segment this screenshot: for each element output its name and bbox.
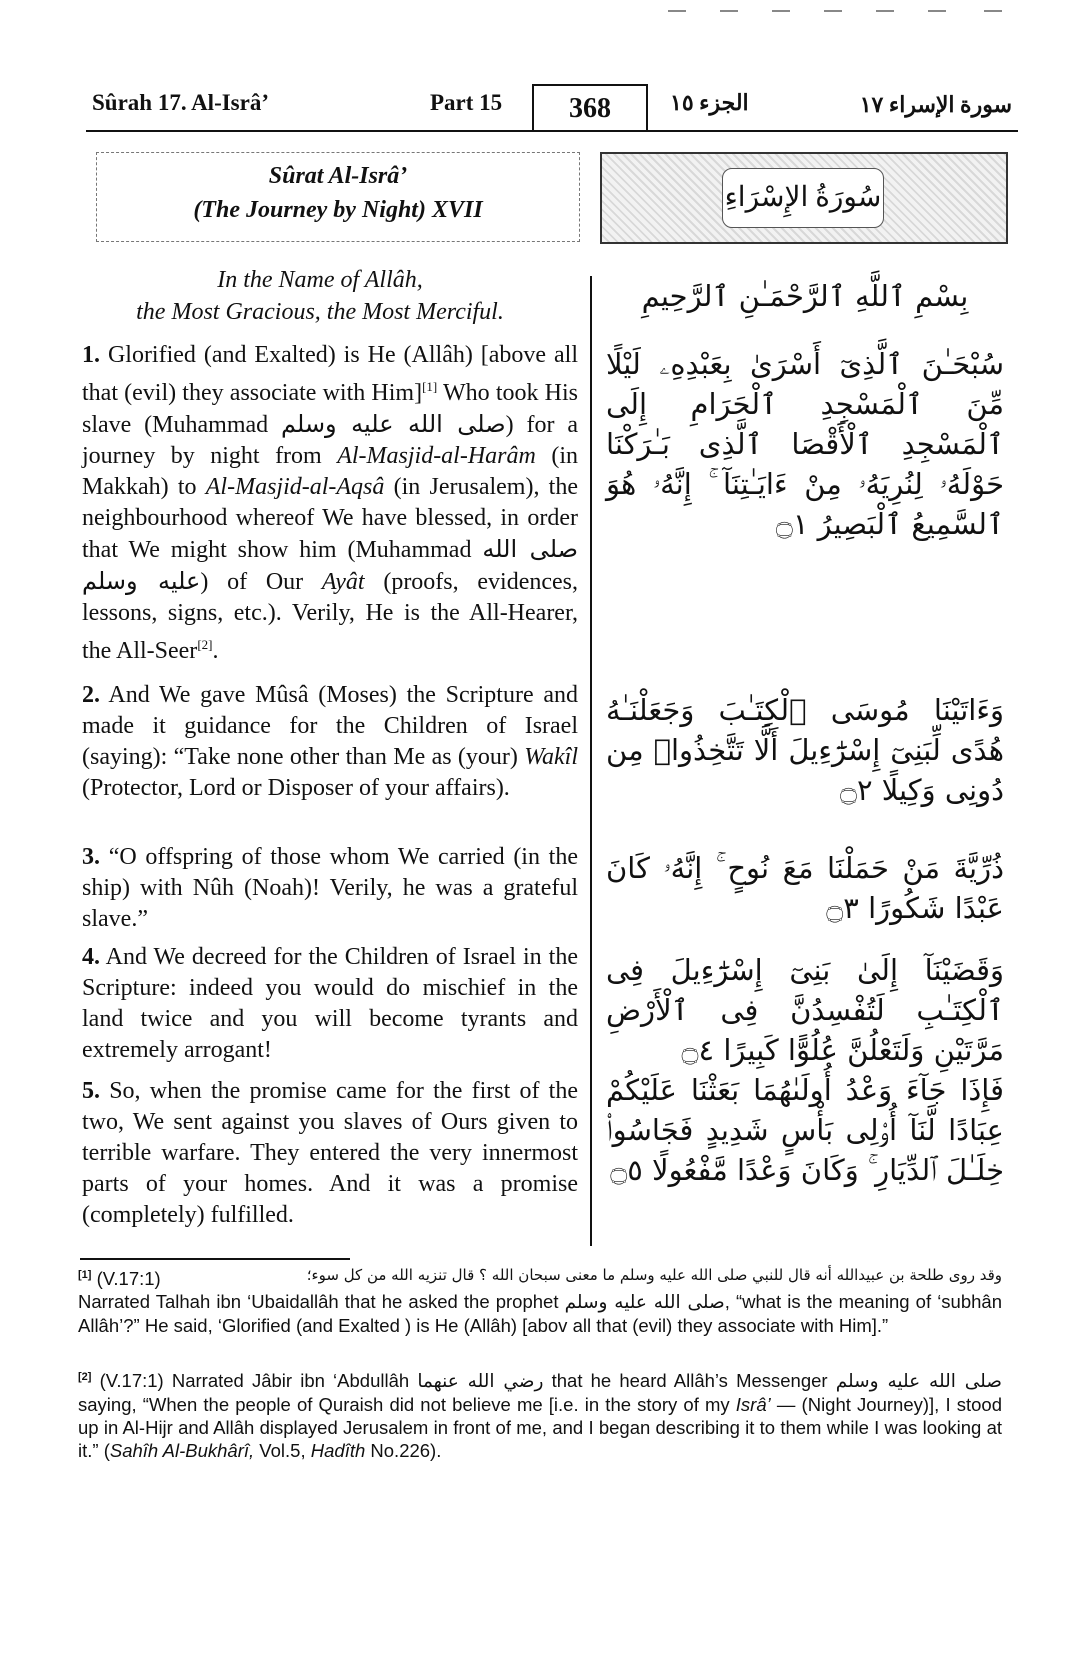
salutation-ar: صلى الله عليه وسلم	[281, 410, 506, 438]
place-name: Al-Masjid-al-Harâm	[337, 443, 536, 469]
verse-text: ) for a journey by night from	[82, 412, 579, 469]
scan-mark	[668, 10, 686, 12]
verse-text: Who took His slave (Muhammad	[82, 380, 579, 438]
scan-mark	[876, 10, 894, 12]
scan-mark	[928, 10, 946, 12]
term: Isrâ’	[735, 1394, 771, 1416]
surah-subtitle: (The Journey by Night) XVII	[193, 197, 483, 223]
verse-text: ) of Our	[200, 569, 322, 595]
juz-label-ar: الجزء ١٥	[670, 90, 749, 115]
scan-mark	[720, 10, 738, 12]
header-rule	[86, 130, 1018, 132]
verse-text: And We decreed for the Children of Israel in the Scripture: indeed you would do mischief in the land twice and you will become tyrants and extremely arrogant!	[82, 944, 578, 1063]
verse-5-ar: فَإِذَا جَآءَ وَعْدُ أُولَىٰهُمَا بَعَثْنَا عَلَيْكُمْ عِبَادًا لَّنَآ أُو۟لِى بَأْسٍ شَدِيدٍ فَجَاسُوا۟ خِلَـٰلَ ٱلدِّيَارِ ۚ وَكَانَ وَعْدًا مَّفْعُولًا ۝٥	[606, 1073, 1004, 1187]
footnote-ref: [2]	[197, 637, 213, 652]
verse-number: 5.	[82, 1078, 100, 1104]
footnote-1-body	[78, 1290, 1002, 1337]
bismillah-line-2: the Most Gracious, the Most Merciful.	[136, 299, 504, 325]
footnote-text: , “what is the meaning of ‘subhân Allâh’?” He said, ‘Glorified (and Exalted ) is He (Allâh) [abov all that (evil) they associate with Him].”	[78, 1291, 1002, 1336]
bismillah-en	[80, 264, 560, 328]
verse-text: So, when the promise came for the first of the two, We sent against you slaves of Ours given to terrible warfare. They entered the very innermost parts of your homes. And it was a promise (completely) fulfilled.	[82, 1078, 578, 1228]
salutation-ar: صلى الله عليه وسلم	[82, 535, 579, 595]
surah-title-box	[96, 152, 580, 242]
term: Ayât	[321, 569, 365, 595]
verse-4-en	[82, 942, 578, 1066]
footnote-text: (V.17:1) Narrated Jâbir ibn ‘Abdullâh	[91, 1370, 418, 1392]
verse-number: 2.	[82, 682, 100, 708]
footnote-mark: [2]	[78, 1371, 92, 1383]
verse-1-en	[82, 340, 578, 667]
verse-4-ar: وَقَضَيْنَآ إِلَىٰ بَنِىٓ إِسْرَٰٓءِيلَ فِى ٱلْكِتَـٰبِ لَتُفْسِدُنَّ فِى ٱلْأَرْضِ مَرَّتَيْنِ وَلَتَعْلُنَّ عُلُوًّا كَبِيرًا ۝٤	[606, 953, 1004, 1067]
footnote-rule	[80, 1258, 350, 1260]
verse-number: 1.	[82, 342, 100, 368]
footnote-text: Narrated Talhah ibn ‘Ubaidallâh that he asked the prophet	[78, 1291, 565, 1312]
salutation-ar: رضي الله عنهما	[417, 1371, 544, 1393]
bismillah-line-1: In the Name of Allâh,	[217, 267, 423, 293]
place-name: Al-Masjid-al-Aqsâ	[205, 474, 385, 500]
page-header	[86, 84, 1016, 132]
verse-number: 3.	[82, 844, 100, 870]
source-title: Sahîh Al-Bukhârî,	[109, 1440, 255, 1462]
scan-mark	[984, 10, 1002, 12]
footnote-2	[78, 1366, 1002, 1462]
footnote-text: Vol.5,	[254, 1440, 311, 1462]
salutation-ar: صلى الله عليه وسلم	[564, 1292, 725, 1313]
surah-name: Sûrat Al-Isrâ’	[268, 163, 408, 189]
verse-text: (Protector, Lord or Disposer of your affairs).	[82, 775, 510, 801]
arabic-ornament-banner	[600, 152, 1008, 244]
verse-2-en	[82, 680, 578, 804]
salutation-ar: صلى الله عليه وسلم	[835, 1371, 1003, 1393]
verse-text: (in Makkah) to	[82, 443, 578, 500]
verse-5-en	[82, 1076, 578, 1231]
surah-title-en: Sûrah 17. Al-Isrâ’	[92, 90, 269, 115]
ornament-surah-name: سُورَةُ الإِسْرَاءِ	[722, 168, 884, 228]
scan-mark	[824, 10, 842, 12]
verse-number: 4.	[82, 944, 100, 970]
footnote-ref: [1]	[422, 379, 438, 394]
part-label: Part 15	[430, 90, 503, 115]
term: Hadîth	[310, 1440, 366, 1462]
column-divider	[590, 276, 592, 1246]
verse-2-ar: وَءَاتَيْنَا مُوسَى ٱلْكِتَـٰبَ وَجَعَلْنَـٰهُ هُدًى لِّبَنِىٓ إِسْرَٰٓءِيلَ أَلَّا تَتَّخِذُوا۟ مِن دُونِى وَكِيلًا ۝٢	[606, 693, 1004, 807]
bismillah-ar: بِسْمِ ٱللَّهِ ٱلرَّحْمَـٰنِ ٱلرَّحِيمِ	[641, 279, 969, 313]
page-number: 368	[532, 84, 648, 130]
verse-text: And We gave Mûsâ (Moses) the Scripture and made it guidance for the Children of Israel (saying): “Take none other than Me as (your)	[82, 682, 578, 770]
footnote-1-arabic: وقد روى طلحة بن عبيدالله أنه قال للنبي صلى الله عليه وسلم ما معنى سبحان الله ؟ قال تنزيه الله من كل سوء؛	[306, 1266, 1002, 1284]
scan-mark	[772, 10, 790, 12]
footnote-1-head	[78, 1264, 1002, 1290]
surah-title-ar: سورة الإسراء ١٧	[859, 92, 1012, 117]
verse-text: “O offspring of those whom We carried (in the ship) with Nûh (Noah)! Verily, he was a grateful slave.”	[82, 844, 578, 932]
verse-1-ar: سُبْحَـٰنَ ٱلَّذِىٓ أَسْرَىٰ بِعَبْدِهِۦ لَيْلًا مِّنَ ٱلْمَسْجِدِ ٱلْحَرَامِ إِلَى ٱلْمَسْجِدِ ٱلْأَقْصَا ٱلَّذِى بَـٰرَكْنَا حَوْلَهُۥ لِنُرِيَهُۥ مِنْ ءَايَـٰتِنَآ ۚ إِنَّهُۥ هُوَ ٱلسَّمِيعُ ٱلْبَصِيرُ ۝١	[606, 347, 1004, 541]
footnote-text: No.226).	[365, 1440, 442, 1462]
footnote-mark: [1]	[78, 1269, 92, 1281]
footnote-text: saying, “When the people of Quraish did not believe me [i.e. in the story of my	[78, 1394, 736, 1416]
footnote-text: that he heard Allâh’s Messenger	[543, 1370, 836, 1392]
verse-3-ar: ذُرِّيَّةَ مَنْ حَمَلْنَا مَعَ نُوحٍ ۚ إِنَّهُۥ كَانَ عَبْدًا شَكُورًا ۝٣	[606, 851, 1004, 925]
term: Wakîl	[524, 744, 578, 770]
footnote-1	[78, 1264, 1002, 1337]
footnote-text: — (Night Journey)], I stood up in Al-Hijr and Allâh displayed Jerusalem in front of me, and I began describing it to them while I was looking at it.” (	[78, 1394, 1002, 1462]
verse-3-en	[82, 842, 578, 935]
verse-text: .	[212, 638, 219, 664]
verse-ref: (V.17:1)	[96, 1268, 161, 1290]
verse-text: (in Jerusalem), the neighbourhood whereof We have blessed, in order that We might show him (Muhammad	[82, 474, 578, 563]
verse-text: Glorified (and Exalted) is He (Allâh) [above all that (evil) they associate with Him]	[82, 342, 578, 406]
verse-text: (proofs, evidences, lessons, signs, etc.). Verily, He is the All-Hearer, the All-Seer	[82, 569, 579, 664]
